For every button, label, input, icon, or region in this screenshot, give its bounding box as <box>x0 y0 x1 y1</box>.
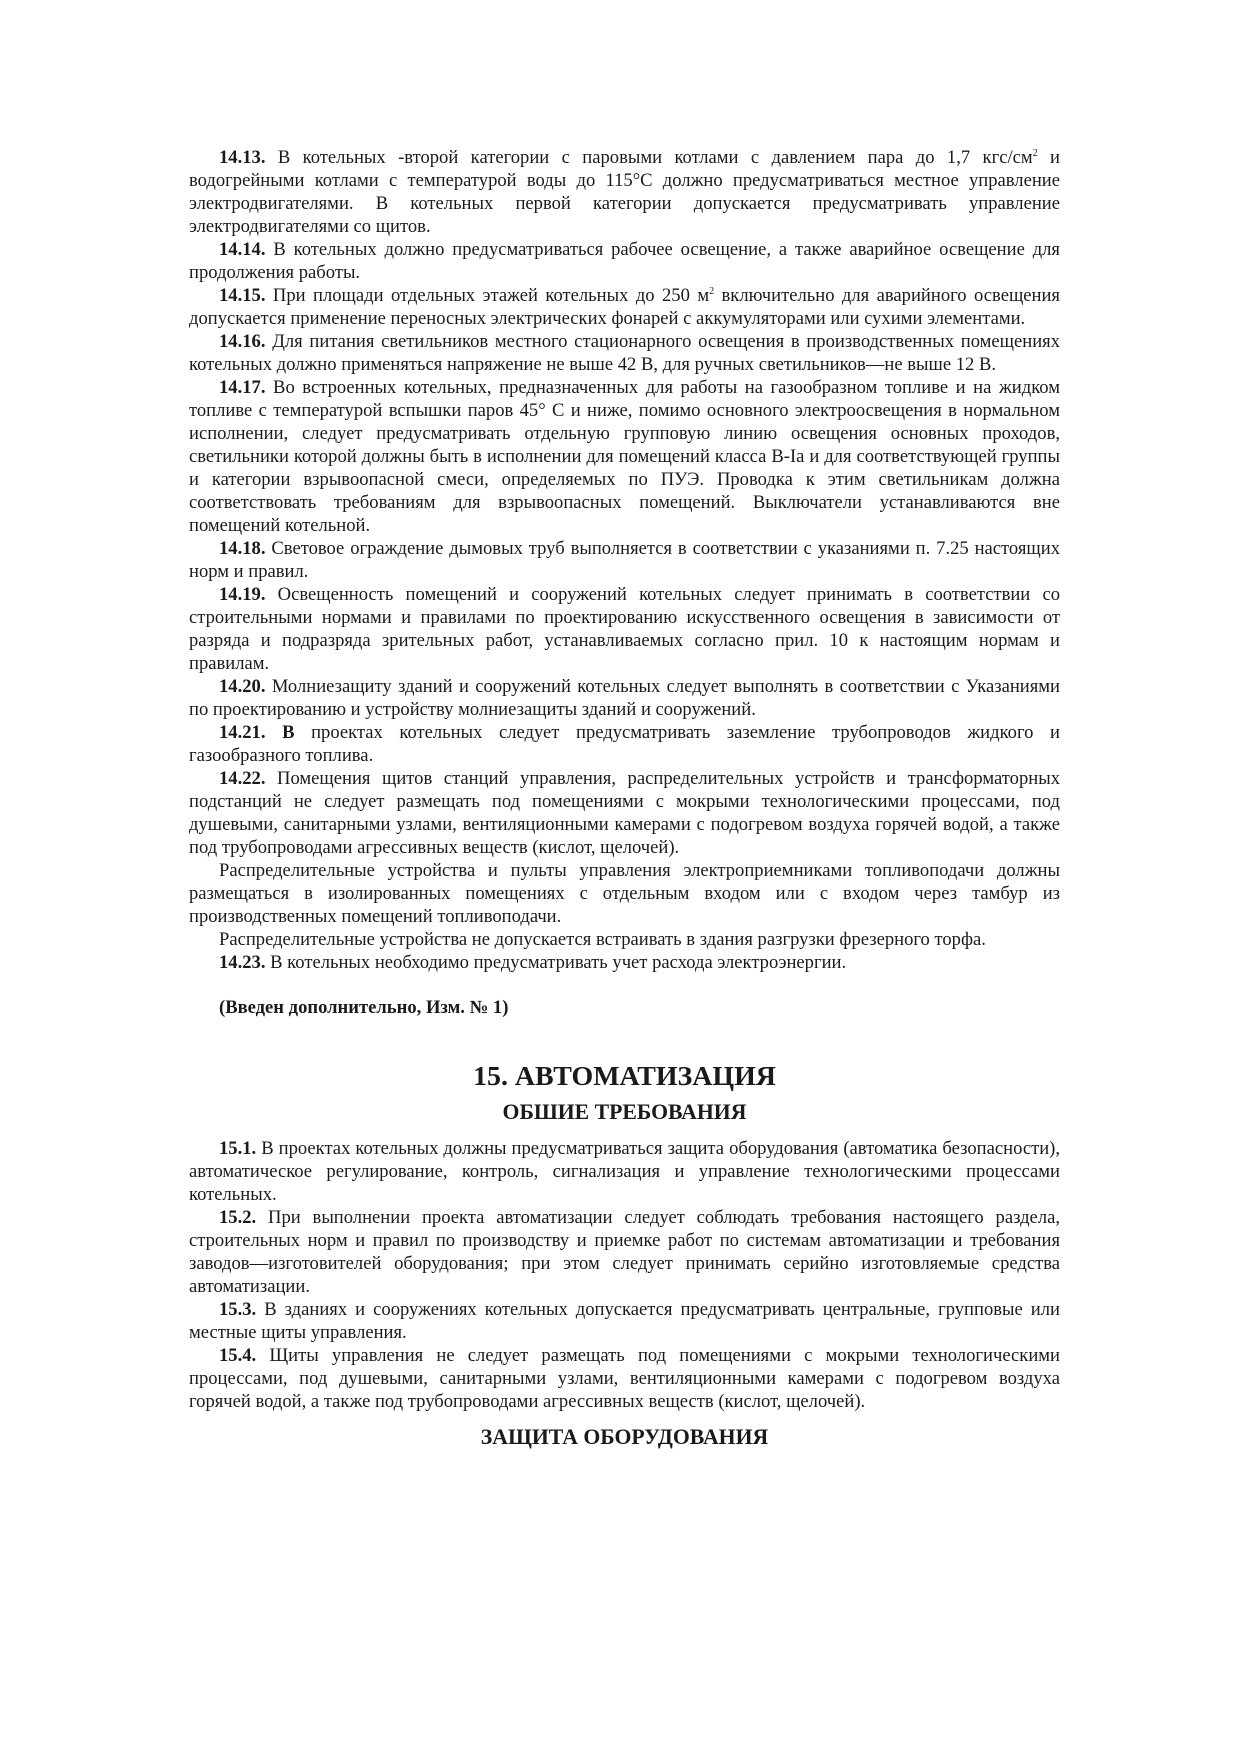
clause-text: В проектах котельных должны предусматриваться защита оборудования (автоматика безопасности), автоматическое регулирование, контроль, сигнализация и управление технологическими процессами котельных. <box>189 1138 1060 1205</box>
clause-14-22 <box>189 767 1060 859</box>
clause-number: 14.16. <box>219 331 266 352</box>
clause-text: В зданиях и сооружениях котельных допускается предусматривать центральные, групповые или местные щиты управления. <box>189 1299 1060 1343</box>
clause-text: Освещенность помещений и сооружений котельных следует принимать в соответствии со строительными нормами и правилами по проектированию искусственного освещения в зависимости от разряда и подразряда зрительных работ, устанавливаемых согласно прил. 10 к настоящим нормам и правилам. <box>189 584 1060 674</box>
clause-14-20 <box>189 675 1060 721</box>
clause-14-21 <box>189 721 1060 767</box>
clause-number: 15.2. <box>219 1207 257 1228</box>
section-15-items <box>189 1137 1060 1413</box>
clause-text: При выполнении проекта автоматизации следует соблюдать требования настоящего раздела, строительных норм и правил по производству и приемке работ по системам автоматизации и требования заводов—изготовителей оборудования; при этом следует принимать серийно изготовляемые средства автоматизации. <box>189 1207 1060 1297</box>
clause-number: 14.14. <box>219 239 266 260</box>
clause-text: Помещения щитов станций управления, распределительных устройств и трансформаторных подстанций не следует размещать под помещениями с мокрыми технологическими процессами, под душевыми, санитарными узлами, вентиляционными камерами с подогревом воздуха горячей водой, а также под трубопроводами агрессивных веществ (кислот, щелочей). <box>189 768 1060 858</box>
clause-14-13 <box>189 146 1060 238</box>
clause-14-22-paragraph-2 <box>189 859 1060 928</box>
clause-number: 14.13. <box>219 147 266 168</box>
clause-text: Распределительные устройства не допускается встраивать в здания разгрузки фрезерного торфа. <box>219 929 986 950</box>
clause-text: Щиты управления не следует размещать под помещениями с мокрыми технологическими процессами, под душевыми, санитарными узлами, вентиляционными камерами с подогревом воздуха горячей водой, а также под трубопроводами агрессивных веществ (кислот, щелочей). <box>189 1345 1060 1412</box>
clause-15-2 <box>189 1206 1060 1298</box>
clause-14-14 <box>189 238 1060 284</box>
clause-14-23 <box>189 951 1060 974</box>
clause-number: 15.4. <box>219 1345 257 1366</box>
clause-14-19 <box>189 583 1060 675</box>
clause-14-18 <box>189 537 1060 583</box>
clause-14-15 <box>189 284 1060 330</box>
section-14-items <box>189 146 1060 974</box>
clause-number: 14.17. <box>219 377 266 398</box>
clause-number: 14.18. <box>219 538 266 559</box>
document-page <box>189 146 1060 1449</box>
clause-14-17 <box>189 376 1060 537</box>
clause-14-16 <box>189 330 1060 376</box>
clause-text: В котельных необходимо предусматривать учет расхода электроэнергии. <box>265 952 847 973</box>
clause-text: Световое ограждение дымовых труб выполняется в соответствии с указаниями п. 7.25 настоящих норм и правил. <box>189 538 1060 582</box>
clause-number: 14.22. <box>219 768 266 789</box>
clause-number: 15.3. <box>219 1299 257 1320</box>
section-title: 15. АВТОМАТИЗАЦИЯ <box>473 1061 776 1092</box>
clause-number: 14.20. <box>219 676 266 697</box>
clause-text: В котельных -второй категории с паровыми котлами с давлением пара до 1,7 кгс/см <box>265 147 1033 168</box>
clause-number: 15.1. <box>219 1138 257 1159</box>
clause-text-tail: и водогрейными котлами с температурой воды до 115°С должно предусматриваться местное управление электродвигателями. В котельных первой категории допускается предусматривать управление электродвигателями со щитов. <box>189 147 1060 237</box>
clause-text: Во встроенных котельных, предназначенных для работы на газообразном топливе и на жидком топливе с температурой вспышки паров 45° С и ниже, помимо основного электроосвещения в нормальном исполнении, следует предусматривать отдельную групповую линию освещения основных проходов, светильники которой должны быть в исполнении для помещений класса В-Iа и для соответствующей группы и категории взрывоопасной смеси, определяемых по ПУЭ. Проводка к этим светильникам должна соответствовать требованиям для взрывоопасных помещений. Выключатели устанавливаются вне помещений котельной. <box>189 377 1060 536</box>
subsection-title: ОБШИЕ ТРЕБОВАНИЯ <box>502 1100 747 1124</box>
clause-15-4 <box>189 1344 1060 1413</box>
clause-text: В котельных должно предусматриваться рабочее освещение, а также аварийное освещение для продолжения работы. <box>189 239 1060 283</box>
amendment-note: (Введен дополнительно, Изм. № 1) <box>219 997 509 1018</box>
clause-text-tail: включительно для аварийного освещения допускается применение переносных электрических фонарей с аккумуляторами или сухими элементами. <box>189 285 1060 329</box>
clause-14-22-paragraph-3 <box>189 928 1060 951</box>
clause-text: Молниезащиту зданий и сооружений котельных следует выполнять в соответствии с Указаниями по проектированию и устройству молниезащиты зданий и сооружений. <box>189 676 1060 720</box>
clause-15-3 <box>189 1298 1060 1344</box>
superscript: 2 <box>1032 148 1038 159</box>
superscript: 2 <box>709 286 715 297</box>
clause-text: Для питания светильников местного стационарного освещения в производственных помещениях котельных должно применяться напряжение не выше 42 В, для ручных светильников—не выше 12 В. <box>189 331 1060 375</box>
clause-number: 14.15. <box>219 285 266 306</box>
clause-number: 14.19. <box>219 584 266 605</box>
clause-text: проектах котельных следует предусматривать заземление трубопроводов жидкого и газообразного топлива. <box>189 722 1060 766</box>
clause-text: Распределительные устройства и пульты управления электроприемниками топливоподачи должны размещаться в изолированных помещениях с отдельным входом или с входом через тамбур из производственных помещений топливоподачи. <box>189 860 1060 927</box>
clause-text: При площади отдельных этажей котельных до 250 м <box>265 285 710 306</box>
subsection-title-equipment-protection: ЗАЩИТА ОБОРУДОВАНИЯ <box>480 1425 769 1449</box>
clause-number: 14.23. <box>219 952 266 973</box>
clause-number: 14.21. В <box>219 722 295 743</box>
clause-15-1 <box>189 1137 1060 1206</box>
